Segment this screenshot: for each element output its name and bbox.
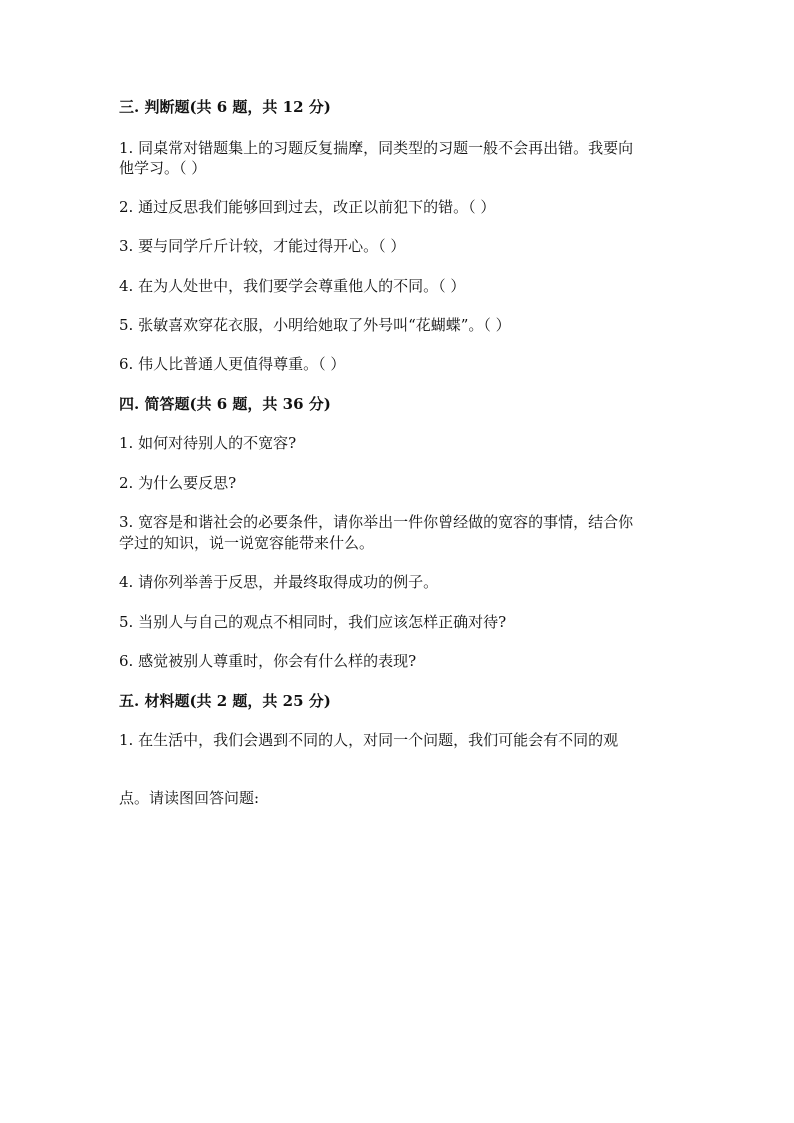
- question-4-3-line-2: 学过的知识，说一说宽容能带来什么。: [119, 534, 375, 552]
- question-4-5: 5. 当别人与自己的观点不相同时，我们应该怎样正确对待?: [119, 613, 507, 631]
- question-4-3-line-1: 3. 宽容是和谐社会的必要条件，请你举出一件你曾经做的宽容的事情，结合你: [119, 513, 634, 531]
- question-3-5: 5. 张敏喜欢穿花衣服，小明给她取了外号叫“花蝴蝶”。（ ）: [119, 316, 511, 334]
- question-4-4: 4. 请你列举善于反思，并最终取得成功的例子。: [119, 573, 439, 591]
- question-4-1: 1. 如何对待别人的不宽容?: [119, 434, 297, 452]
- question-5-1-line-2: 点。请读图回答问题:: [119, 789, 260, 807]
- question-3-1-line-2: 他学习。（ ）: [119, 159, 207, 177]
- question-3-3: 3. 要与同学斤斤计较，才能过得开心。（ ）: [119, 237, 406, 255]
- section-4-heading: 四. 简答题(共 6 题，共 36 分): [119, 395, 331, 413]
- section-5-heading: 五. 材料题(共 2 题，共 25 分): [119, 692, 331, 710]
- question-3-1-line-1: 1. 同桌常对错题集上的习题反复揣摩，同类型的习题一般不会再出错。我要向: [119, 139, 634, 157]
- question-3-6: 6. 伟人比普通人更值得尊重。（ ）: [119, 355, 346, 373]
- question-4-2: 2. 为什么要反思?: [119, 474, 237, 492]
- question-3-2: 2. 通过反思我们能够回到过去，改正以前犯下的错。（ ）: [119, 198, 496, 216]
- question-4-6: 6. 感觉被别人尊重时，你会有什么样的表现?: [119, 652, 417, 670]
- section-3-heading: 三. 判断题(共 6 题，共 12 分): [119, 98, 331, 116]
- question-5-1-line-1: 1. 在生活中，我们会遇到不同的人，对同一个问题，我们可能会有不同的观: [119, 731, 619, 749]
- question-3-4: 4. 在为人处世中，我们要学会尊重他人的不同。（ ）: [119, 277, 466, 295]
